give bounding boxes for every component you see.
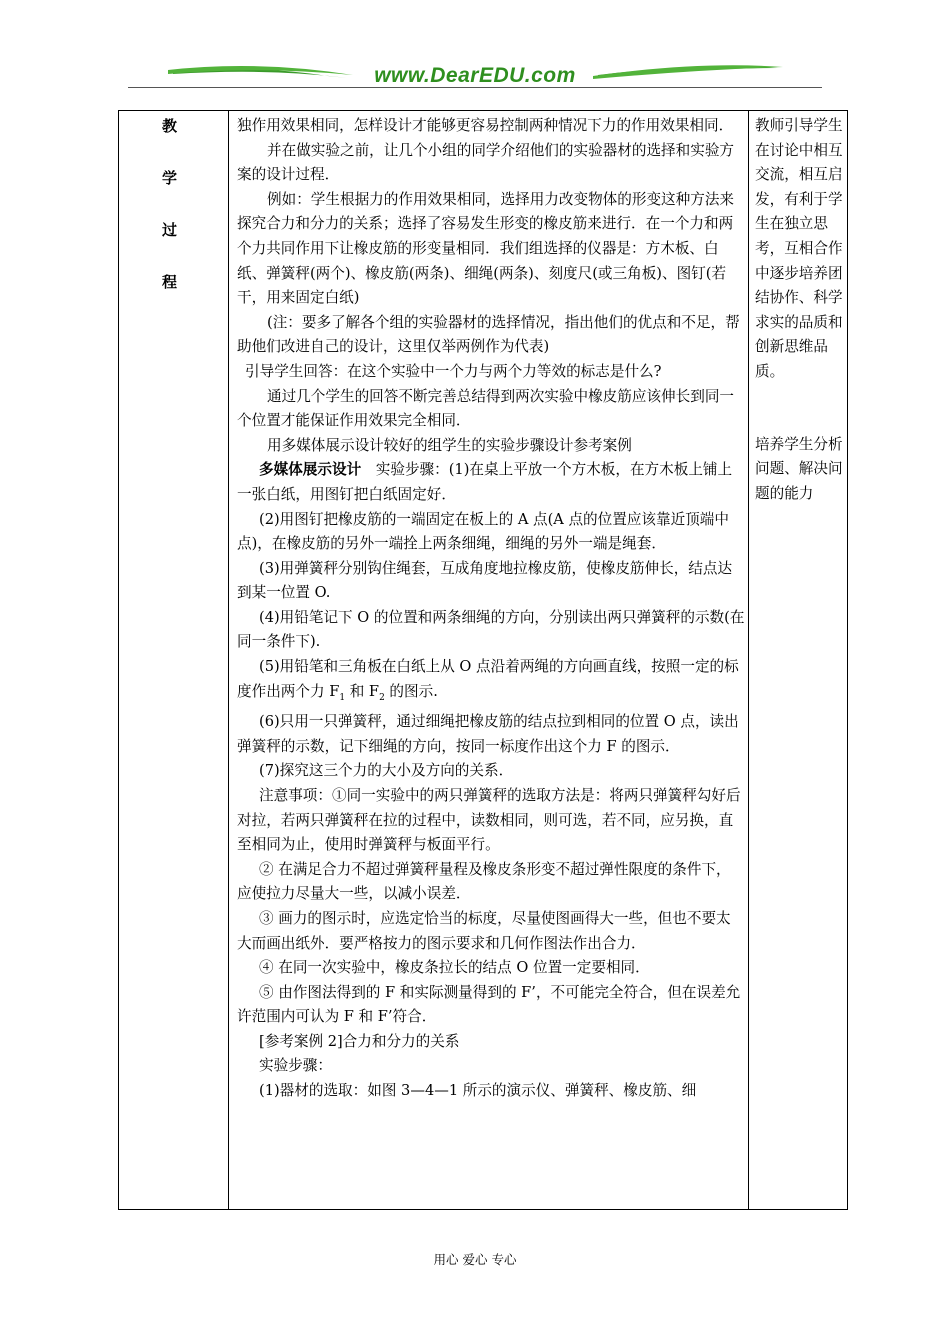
paragraph: ② 在满足合力不超过弹簧秤量程及橡皮条形变不超过弹性限度的条件下，应使拉力尽量大一些，以减小误差．	[237, 860, 731, 903]
stage-char: 程	[161, 273, 177, 291]
content-column	[229, 111, 749, 1210]
paragraph: 并在做实验之前，让几个小组的同学介绍他们的实验器材的选择和实验方案的设计过程．	[237, 141, 735, 184]
header-rule	[128, 87, 822, 88]
subscript: 2	[379, 692, 385, 703]
paragraph: 通过几个学生的回答不断完善总结得到两次实验中橡皮筋应该伸长到同一个位置才能保证作用效果完全相同．	[237, 387, 735, 430]
paragraph: 引导学生回答：在这个实验中一个力与两个力等效的标志是什么?	[245, 362, 662, 380]
paragraph-text: 实验步骤：(1)在桌上平放一个方木板，在方木板上铺上一张白纸，用图钉把白纸固定好．	[237, 461, 733, 503]
site-header-banner	[128, 62, 822, 90]
site-logo-text: www.DearEDU.com	[374, 64, 576, 87]
paragraph: 独作用效果相同，怎样设计才能够更容易控制两种情况下力的作用效果相同．	[237, 117, 734, 134]
paragraph: ③ 画力的图示时，应选定恰当的标度，尽量使图画得大一些，但也不要太大而画出纸外．要严格按力的图示要求和几何作图法作出合力．	[237, 909, 731, 952]
paragraph: [参考案例 2]合力和分力的关系	[259, 1032, 460, 1050]
paragraph-text: (5)用铅笔和三角板在白纸上从 O 点沿着两绳的方向画直线，按照一定的标度作出两个力 F	[237, 658, 739, 700]
paragraph-text: 和 F	[345, 682, 380, 700]
page-footer: 用心 爱心 专心	[433, 1252, 517, 1267]
paragraph	[237, 655, 745, 710]
paragraph: (7)探究这三个力的大小及方向的关系．	[259, 762, 514, 780]
paragraph: (1)器材的选取：如图 3—4—1 所示的演示仪、弹簧秤、橡皮筋、细	[259, 1082, 697, 1100]
stage-char: 学	[161, 169, 177, 187]
paragraph: 实验步骤：	[259, 1057, 332, 1075]
paragraph-text: 的图示.	[384, 682, 438, 700]
table-row	[119, 111, 848, 1210]
paragraph	[237, 458, 745, 507]
paragraph: (6)只用一只弹簧秤，通过细绳把橡皮筋的结点拉到相同的位置 O 点，读出弹簧秤的示数，记下细绳的方向，按同一标度作出这个力 F 的图示．	[237, 713, 739, 755]
teacher-note: 培养学生分析问题、解决问题的能力	[755, 435, 843, 502]
paragraph: ④ 在同一次实验中，橡皮条拉长的结点 O 位置一定要相同．	[259, 959, 650, 977]
stage-column	[119, 111, 229, 1210]
paragraph: (注：要多了解各个组的实验器材的选择情况，指出他们的优点和不足，帮助他们改进自己的设计，这里仅举两例作为代表)	[237, 313, 740, 356]
paragraph: (4)用铅笔记下 O 的位置和两条细绳的方向，分别读出两只弹簧秤的示数(在同一条件下).	[237, 608, 745, 651]
stage-char: 教	[161, 117, 177, 135]
paragraph: 用多媒体展示设计较好的组学生的实验步骤设计参考案例	[267, 436, 632, 454]
bold-heading: 多媒体展示设计	[259, 461, 362, 479]
paragraph: (2)用图钉把橡皮筋的一端固定在板上的 A 点(A 点的位置应该靠近顶端中点)，在橡皮筋的另外一端拴上两条细绳，细绳的另外一端是绳套．	[237, 510, 729, 553]
paragraph: 注意事项：①同一实验中的两只弹簧秤的选取方法是：将两只弹簧秤勾好后对拉，若两只弹簧秤在拉的过程中，读数相同，则可选，若不同，应另换，直至相同为止，使用时弹簧秤与板面平行。	[237, 786, 741, 854]
paragraph: (3)用弹簧秤分别钩住绳套，互成角度地拉橡皮筋，使橡皮筋伸长，结点达到某一位置 O.	[237, 559, 733, 602]
subscript: 1	[339, 692, 346, 703]
paragraph: ⑤ 由作图法得到的 F 和实际测量得到的 F’，不可能完全符合，但在误差允许范围内可认为 F 和 F’符合．	[237, 983, 741, 1026]
teacher-note: 教师引导学生在讨论中相互交流，相互启发，有利于学生在独立思考，互相合作中逐步培养团结协作、科学求实的品质和创新思维品质。	[755, 117, 843, 380]
stage-char: 过	[161, 221, 177, 239]
lesson-plan-table	[118, 110, 848, 1210]
paragraph: 例如：学生根据力的作用效果相同，选择用力改变物体的形变这种方法来探究合力和分力的关系；选择了容易发生形变的橡皮筋来进行．在一个力和两个力共同作用下让橡皮筋的形变量相同．我们组选择的仪器是：方木板、白纸、弹簧秤(两个)、橡皮筋(两条)、细绳(两条)、刻度尺(或三角板)、图钉(若干，用来固定白纸)	[237, 190, 735, 307]
notes-column	[749, 111, 848, 1210]
